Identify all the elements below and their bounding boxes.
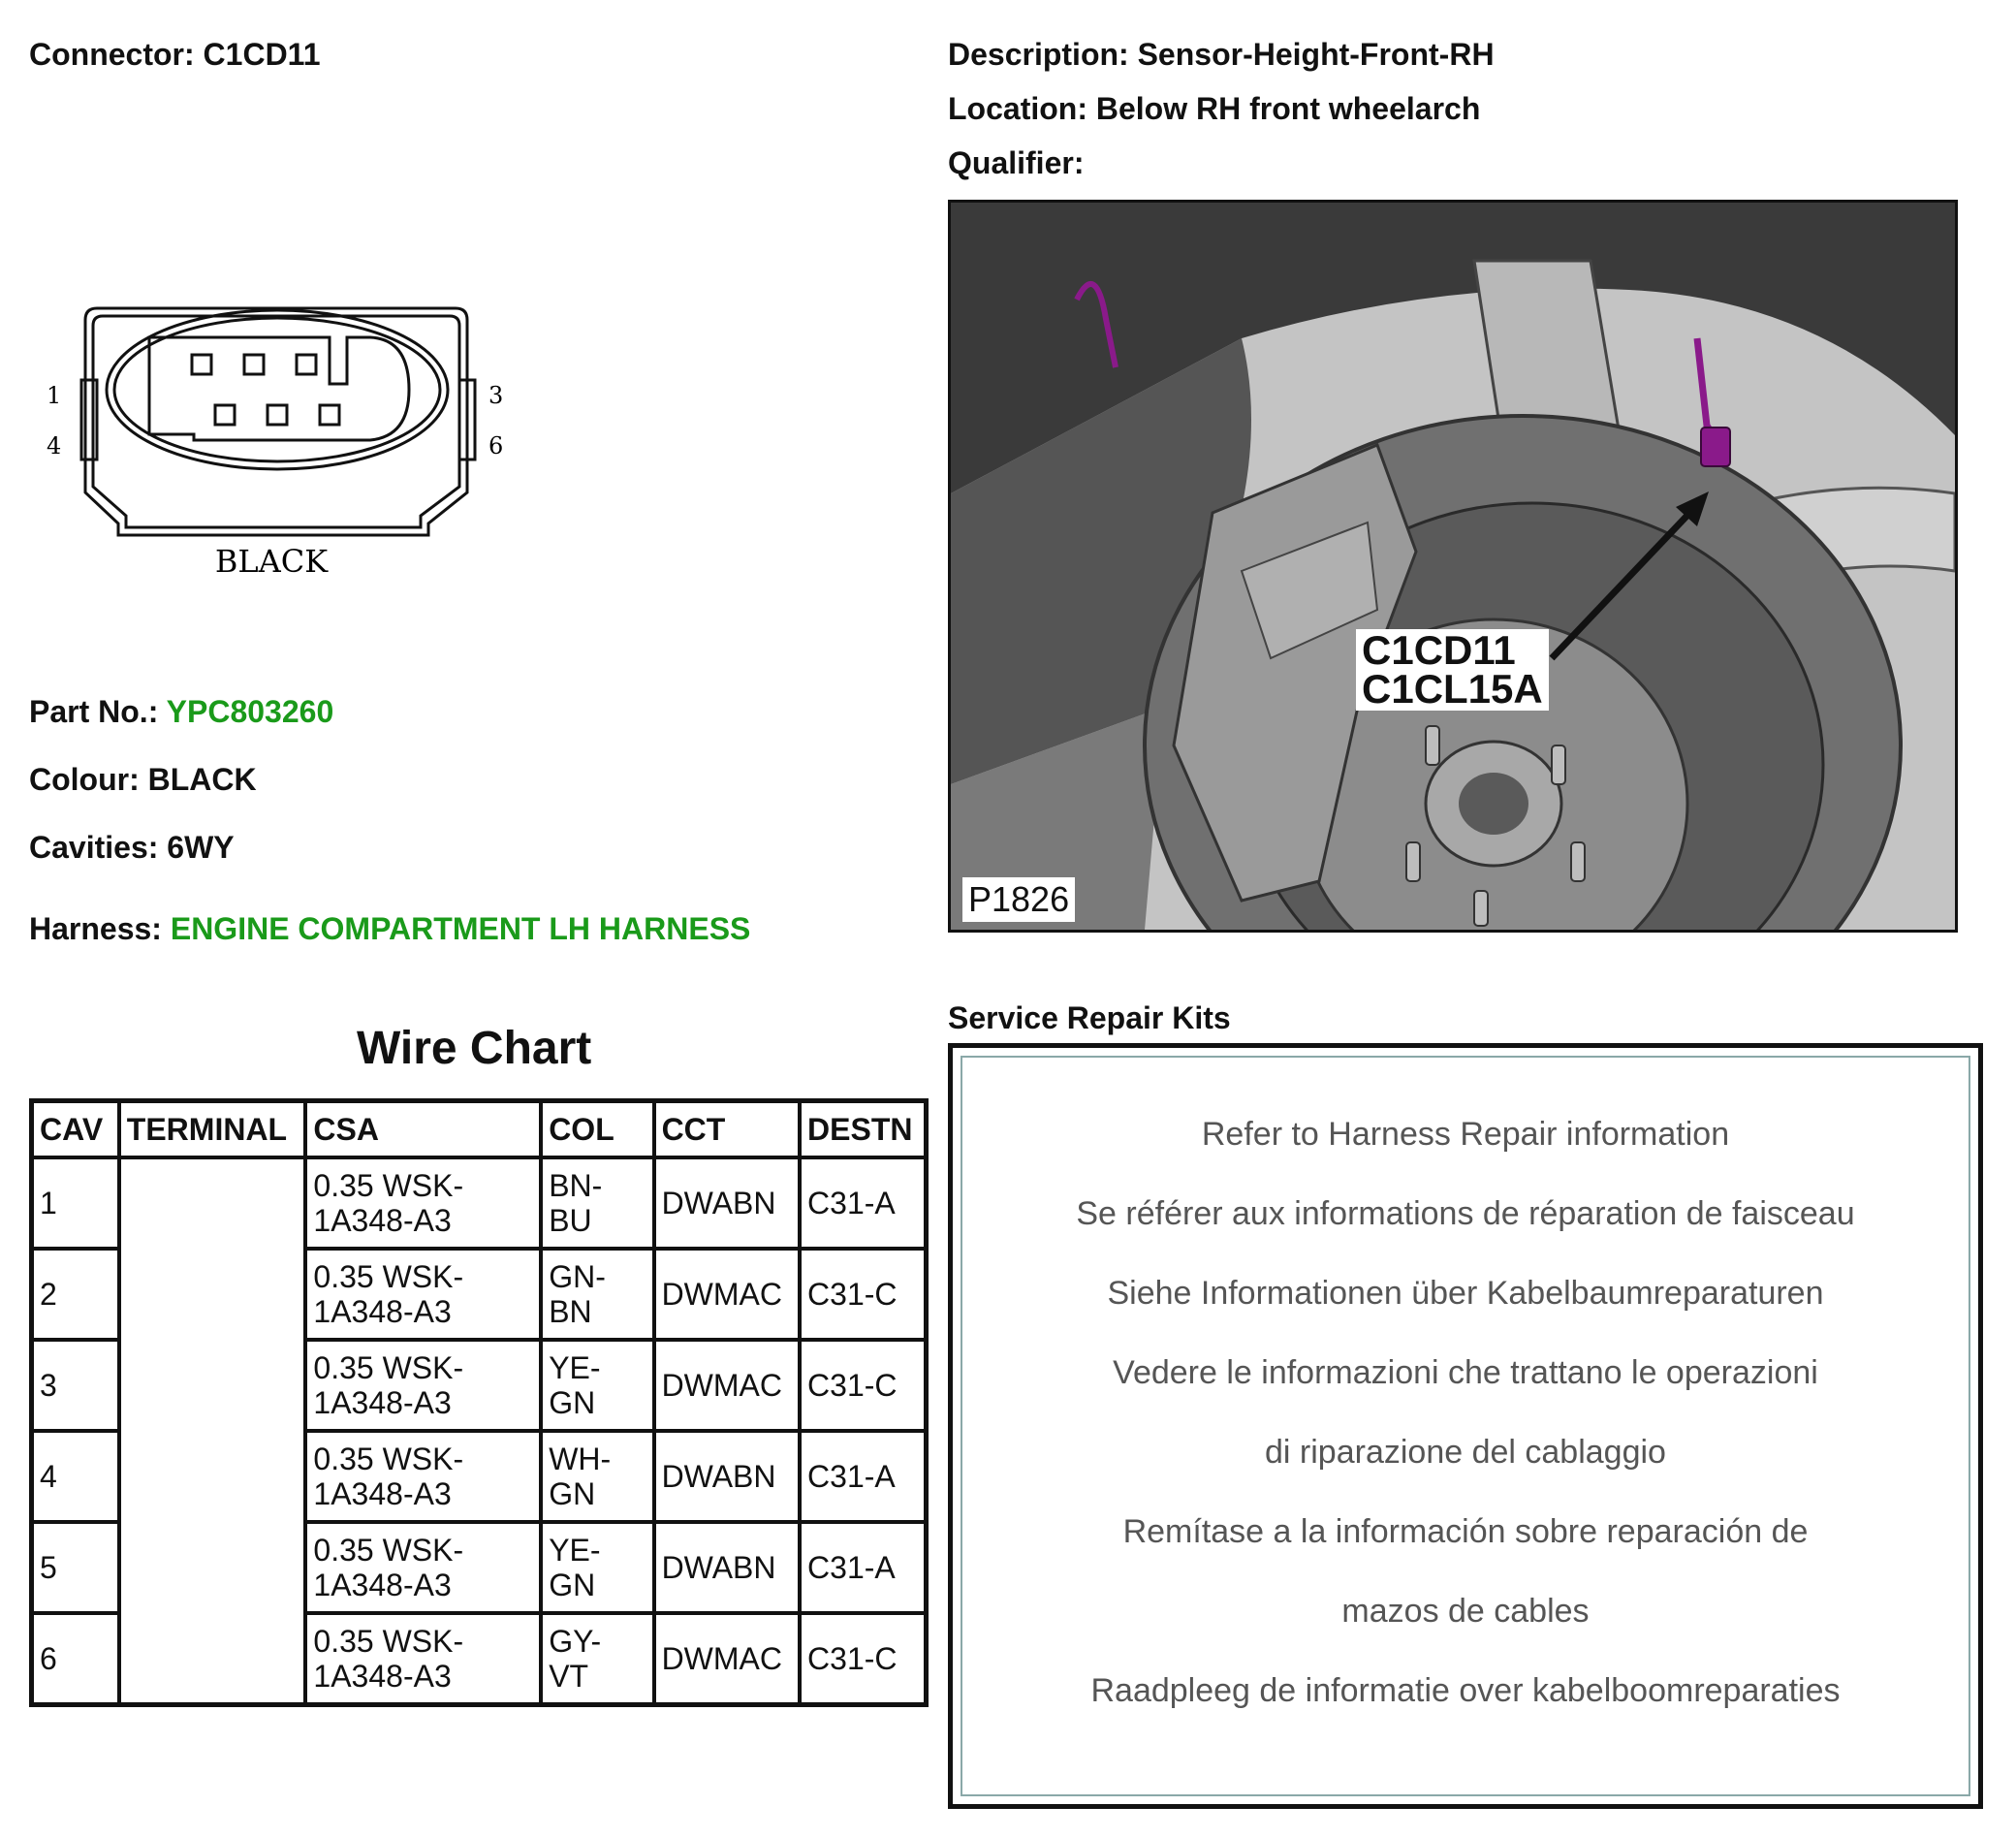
cell-cct: DWMAC <box>654 1249 800 1340</box>
csa-line-1: 0.35 WSK- <box>313 1350 464 1385</box>
col-line-2: VT <box>549 1659 589 1694</box>
location-image <box>948 200 1958 933</box>
col-line-1: GN- <box>549 1259 606 1294</box>
colour-value: BLACK <box>147 762 257 797</box>
location-value: Below RH front wheelarch <box>1095 91 1481 126</box>
cell-csa <box>305 1340 541 1431</box>
cell-col <box>541 1249 653 1340</box>
pin-label-6: 6 <box>488 432 504 460</box>
cell-col <box>541 1613 653 1705</box>
colour-label: Colour: <box>29 762 140 797</box>
cavity-5 <box>268 405 287 425</box>
cell-cct: DWABN <box>654 1431 800 1522</box>
connector-line <box>29 37 321 73</box>
col-line-2: BN <box>549 1294 592 1329</box>
col-line-2: GN <box>549 1476 596 1511</box>
header-cct: CCT <box>654 1101 800 1158</box>
cell-cct: DWMAC <box>654 1340 800 1431</box>
callout-c1cl15a: C1CL15A <box>1362 666 1543 712</box>
pin-label-4: 4 <box>47 432 62 460</box>
cavities-value: 6WY <box>167 830 235 865</box>
callout-c1cd11: C1CD11 <box>1362 627 1516 673</box>
service-kits-title: Service Repair Kits <box>948 1000 1231 1035</box>
cavity-4 <box>215 405 235 425</box>
csa-line-1: 0.35 WSK- <box>313 1533 464 1568</box>
photo-callout <box>1356 629 1549 711</box>
pin-label-3: 3 <box>488 382 504 409</box>
cell-col <box>541 1340 653 1431</box>
connector-label: Connector: <box>29 37 195 72</box>
connector-value: C1CD11 <box>203 37 321 72</box>
cavity-3 <box>297 355 316 374</box>
part-number-label: Part No.: <box>29 694 159 729</box>
csa-line-2: 1A348-A3 <box>313 1294 452 1329</box>
harness-line <box>29 911 750 947</box>
header-terminal: TERMINAL <box>119 1101 306 1158</box>
connector-face-diagram <box>29 291 533 601</box>
cell-csa <box>305 1613 541 1705</box>
harness-label: Harness: <box>29 911 162 946</box>
service-kits-box <box>948 1043 1983 1809</box>
cell-destn: C31-C <box>800 1340 926 1431</box>
col-line-1: BN- <box>549 1168 603 1203</box>
kit-line-en: Refer to Harness Repair information <box>1201 1116 1730 1153</box>
csa-line-1: 0.35 WSK- <box>313 1442 464 1476</box>
col-line-2: BU <box>549 1203 592 1238</box>
csa-line-1: 0.35 WSK- <box>313 1624 464 1659</box>
cavity-6 <box>320 405 339 425</box>
col-line-1: GY- <box>549 1624 602 1659</box>
kit-line-nl: Raadpleeg de informatie over kabelboomreparaties <box>1090 1672 1841 1709</box>
description-value: Sensor-Height-Front-RH <box>1137 37 1495 72</box>
cavities-label: Cavities: <box>29 830 159 865</box>
col-line-2: GN <box>549 1385 596 1420</box>
colour-line <box>29 762 257 798</box>
cell-cav: 6 <box>32 1613 119 1705</box>
csa-line-2: 1A348-A3 <box>313 1203 452 1238</box>
cell-cct: DWMAC <box>654 1613 800 1705</box>
wheelarch-illustration <box>951 203 1955 930</box>
qualifier-line <box>948 145 1084 181</box>
cell-destn: C31-A <box>800 1157 926 1249</box>
wire-chart-table <box>29 1098 929 1707</box>
cell-col <box>541 1522 653 1613</box>
cell-cav: 3 <box>32 1340 119 1431</box>
harness-link[interactable]: ENGINE COMPARTMENT LH HARNESS <box>170 911 751 946</box>
cell-csa <box>305 1431 541 1522</box>
col-line-1: YE- <box>549 1533 601 1568</box>
cell-csa <box>305 1249 541 1340</box>
cell-cct: DWABN <box>654 1157 800 1249</box>
kit-line-es-1: Remítase a la información sobre reparación de <box>1122 1513 1809 1550</box>
cell-cav: 2 <box>32 1249 119 1340</box>
kit-line-es-2: mazos de cables <box>1341 1593 1590 1630</box>
cell-csa <box>305 1157 541 1249</box>
photo-code: P1826 <box>962 877 1075 922</box>
csa-line-2: 1A348-A3 <box>313 1476 452 1511</box>
description-label: Description: <box>948 37 1129 72</box>
csa-line-1: 0.35 WSK- <box>313 1259 464 1294</box>
connector-marker <box>1701 428 1730 466</box>
col-line-2: GN <box>549 1568 596 1602</box>
cell-csa <box>305 1522 541 1613</box>
part-number-link[interactable]: YPC803260 <box>166 694 334 729</box>
csa-line-1: 0.35 WSK- <box>313 1168 464 1203</box>
cell-destn: C31-A <box>800 1522 926 1613</box>
col-line-1: WH- <box>549 1442 612 1476</box>
cell-cav: 5 <box>32 1522 119 1613</box>
csa-line-2: 1A348-A3 <box>313 1659 452 1694</box>
kit-line-it-2: di riparazione del cablaggio <box>1265 1434 1666 1471</box>
location-line <box>948 91 1480 127</box>
kit-line-it-1: Vedere le informazioni che trattano le operazioni <box>1113 1354 1818 1391</box>
cavity-2 <box>244 355 264 374</box>
cavities-line <box>29 830 235 866</box>
latch-left <box>81 380 97 460</box>
csa-line-2: 1A348-A3 <box>313 1385 452 1420</box>
kit-line-de: Siehe Informationen über Kabelbaumreparaturen <box>1107 1275 1824 1312</box>
table-row <box>32 1157 927 1249</box>
wire-chart-title: Wire Chart <box>357 1023 592 1074</box>
kit-line-fr: Se référer aux informations de réparation de faisceau <box>1076 1195 1855 1232</box>
cell-cav: 4 <box>32 1431 119 1522</box>
header-csa: CSA <box>305 1101 541 1158</box>
cell-col <box>541 1431 653 1522</box>
cell-terminal <box>119 1157 306 1705</box>
connector-color-label: BLACK <box>214 543 329 580</box>
cell-destn: C31-C <box>800 1249 926 1340</box>
cell-cav: 1 <box>32 1157 119 1249</box>
table-header-row <box>32 1101 927 1158</box>
qualifier-label: Qualifier: <box>948 145 1085 180</box>
location-label: Location: <box>948 91 1087 126</box>
service-kits-inner-frame <box>961 1056 1970 1796</box>
description-line <box>948 37 1495 73</box>
csa-line-2: 1A348-A3 <box>313 1568 452 1602</box>
cavity-1 <box>192 355 211 374</box>
header-col: COL <box>541 1101 653 1158</box>
cell-destn: C31-C <box>800 1613 926 1705</box>
connector-seal-outer <box>107 310 448 469</box>
header-destn: DESTN <box>800 1101 926 1158</box>
cell-col <box>541 1157 653 1249</box>
header-cav: CAV <box>32 1101 119 1158</box>
pin-label-1: 1 <box>47 382 62 409</box>
cell-destn: C31-A <box>800 1431 926 1522</box>
part-number-line <box>29 694 333 730</box>
col-line-1: YE- <box>549 1350 601 1385</box>
cell-cct: DWABN <box>654 1522 800 1613</box>
